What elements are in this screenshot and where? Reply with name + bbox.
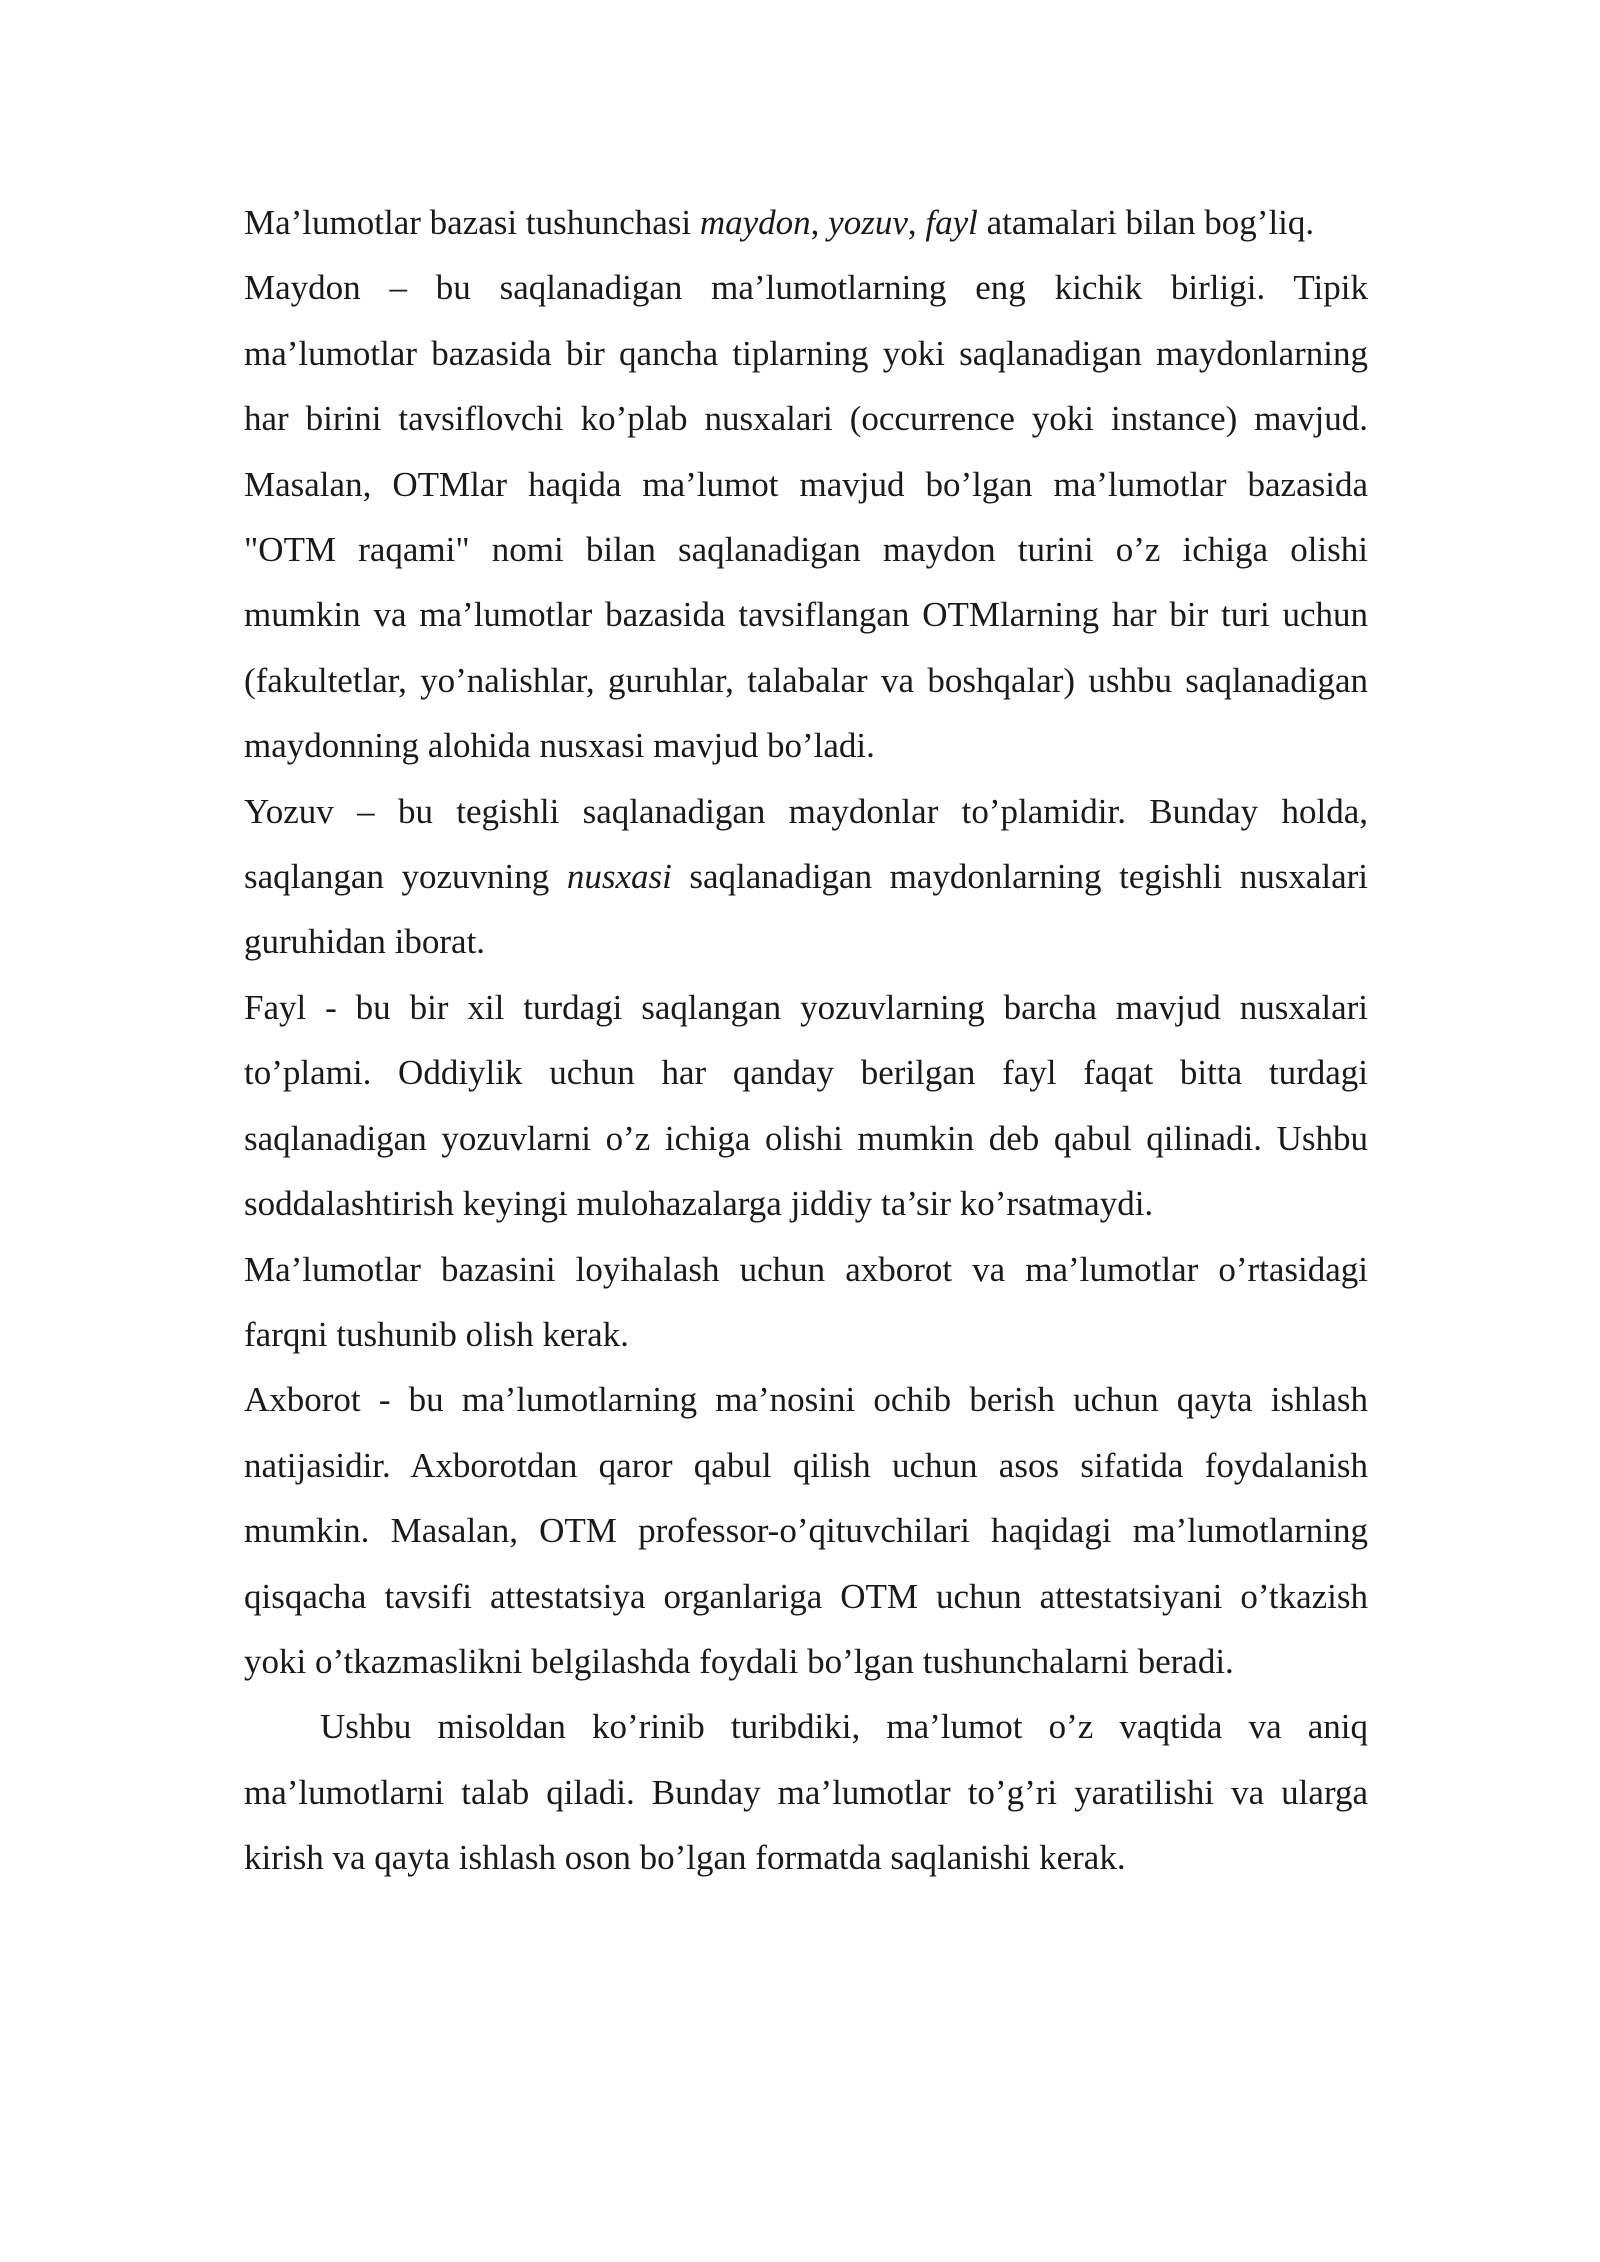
paragraph-axborot-definition: Axborot - bu ma’lumotlarning ma’nosini ochib berish uchun qayta ishlash natijasidir. Axborotdan qaror qabul qilish uchun asos sifatida foydalanish mumkin. Masalan, OTM professor-o’qituvchilari haqidagi ma’lumotlarning qisqacha tavsifi attestatsiya organlariga OTM uchun attestatsiyani o’tkazish yoki o’tkazmaslikni belgilashda foydali bo’lgan tushunchalarni beradi. bbox=[244, 1380, 1368, 1681]
term-fayl: fayl bbox=[925, 203, 978, 242]
paragraph-yozuv-definition bbox=[244, 779, 1368, 975]
paragraph-information-vs-data: Ma’lumotlar bazasini loyihalash uchun axborot va ma’lumotlar o’rtasidagi farqni tushunib olish kerak. bbox=[244, 1249, 1368, 1354]
term-maydon: maydon bbox=[699, 203, 811, 242]
paragraph-database-concept bbox=[244, 190, 1368, 255]
term-yozuv: yozuv bbox=[828, 203, 908, 242]
paragraph-text: Yozuv – bu tegishli saqlanadigan maydonlar to’plamidir. Bunday holda, saqlangan yozuvning bbox=[244, 791, 1368, 897]
separator: , bbox=[907, 203, 926, 242]
paragraph-text: Ma’lumotlar bazasi tushunchasi bbox=[244, 203, 700, 242]
separator: , bbox=[810, 203, 829, 242]
paragraph-example-conclusion: Ushbu misoldan ko’rinib turibdiki, ma’lumot o’z vaqtida va aniq ma’lumotlarni talab qiladi. Bunday ma’lumotlar to’g’ri yaratilishi va ularga kirish va qayta ishlash oson bo’lgan formatda saqlanishi kerak. bbox=[244, 1707, 1368, 1878]
paragraph-text: atamalari bilan bog’liq. bbox=[977, 203, 1315, 242]
document-body bbox=[244, 190, 1368, 1891]
paragraph-fayl-definition: Fayl - bu bir xil turdagi saqlangan yozuvlarning barcha mavjud nusxalari to’plami. Oddiylik uchun har qanday berilgan fayl faqat bitta turdagi saqlanadigan yozuvlarni o’z ichiga olishi mumkin deb qabul qilinadi. Ushbu soddalashtirish keyingi mulohazalarga jiddiy ta’sir ko’rsatmaydi. bbox=[244, 987, 1368, 1224]
paragraph-maydon-definition: Maydon – bu saqlanadigan ma’lumotlarning eng kichik birligi. Tipik ma’lumotlar bazasida bir qancha tiplarning yoki saqlanadigan maydonlarning har birini tavsiflovchi ko’plab nusxalari (occurrence yoki instance) mavjud. Masalan, OTMlar haqida ma’lumot mavjud bo’lgan ma’lumotlar bazasida "OTM raqami" nomi bilan saqlanadigan maydon turini o’z ichiga olishi mumkin va ma’lumotlar bazasida tavsiflangan OTMlarning har bir turi uchun (fakultetlar, yo’nalishlar, guruhlar, talabalar va boshqalar) ushbu saqlanadigan maydonning alohida nusxasi mavjud bo’ladi. bbox=[244, 268, 1368, 766]
term-nusxasi: nusxasi bbox=[566, 857, 672, 897]
paragraph-text: saqlanadigan maydonlarning tegishli nusxalari guruhidan iborat. bbox=[244, 857, 1368, 962]
